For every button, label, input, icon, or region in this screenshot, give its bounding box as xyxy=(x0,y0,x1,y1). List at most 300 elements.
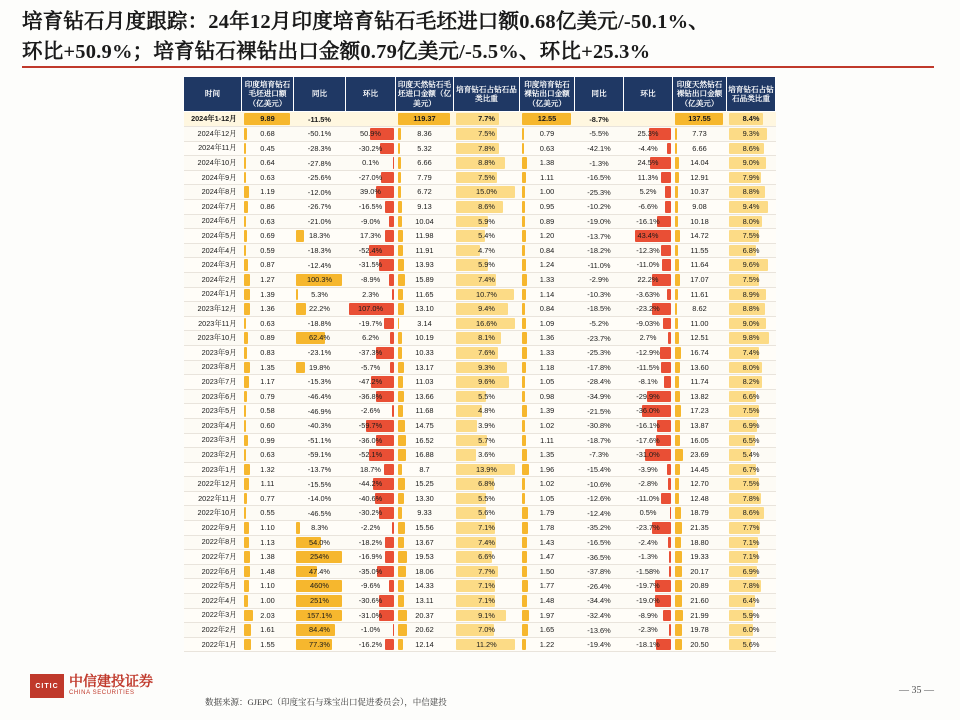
cell-value: -2.4% xyxy=(638,537,658,547)
cell-value: -16.9% xyxy=(358,552,383,562)
cell-value: 15.0% xyxy=(476,187,497,197)
cell-value: 14.72 xyxy=(690,231,709,241)
cell-export-mom xyxy=(624,272,673,287)
cell-value: 0.79 xyxy=(260,391,275,401)
cell-export-share xyxy=(727,185,776,200)
table-row xyxy=(184,272,776,287)
cell-export-lab xyxy=(520,448,575,463)
cell-import-mom xyxy=(346,302,396,317)
cell-value: 16.52 xyxy=(415,435,434,445)
cell-export-yoy: -12.6% xyxy=(575,491,624,506)
cell-value: 0.86 xyxy=(260,202,275,212)
cell-value: -59.7% xyxy=(358,420,383,430)
cell-import-share xyxy=(454,287,520,302)
cell-value: -9.6% xyxy=(360,581,381,591)
cell-value: 17.23 xyxy=(690,406,709,416)
cell-value: 18.7% xyxy=(360,464,381,474)
cell-value: 7.5% xyxy=(742,406,760,416)
cell-import-lab xyxy=(242,404,294,419)
cell-import-share xyxy=(454,141,520,156)
cell-import-natural xyxy=(396,564,454,579)
cell-import-lab xyxy=(242,331,294,346)
cell-value: 1.39 xyxy=(539,406,555,416)
cell-value: 0.89 xyxy=(260,333,275,343)
cell-export-yoy: -18.7% xyxy=(575,433,624,448)
cell-value: 13.66 xyxy=(415,391,434,401)
table-header xyxy=(184,77,776,112)
cell-value: 11.74 xyxy=(690,377,709,387)
cell-value: 1.27 xyxy=(260,274,275,284)
cell-import-share xyxy=(454,156,520,171)
cell-value: 15.56 xyxy=(415,523,434,533)
cell-export-mom xyxy=(624,316,673,331)
cell-import-natural xyxy=(396,170,454,185)
cell-import-yoy xyxy=(294,564,346,579)
cell-export-share xyxy=(727,389,776,404)
cell-value: 1.32 xyxy=(260,464,275,474)
cell-import-yoy xyxy=(294,637,346,652)
cell-value: 1.33 xyxy=(539,274,555,284)
cell-export-yoy: -30.8% xyxy=(575,418,624,433)
cell-value: 1.24 xyxy=(539,260,555,270)
cell-export-yoy: -7.3% xyxy=(575,448,624,463)
cell-value: 137.55 xyxy=(688,114,711,124)
cell-value: 2.3% xyxy=(362,289,379,299)
cell-export-lab xyxy=(520,506,575,521)
cell-import-lab xyxy=(242,594,294,609)
table-row xyxy=(184,564,776,579)
cell-value: 4.8% xyxy=(478,406,495,416)
cell-import-share xyxy=(454,550,520,565)
cell-value: 0.63 xyxy=(539,143,555,153)
cell-export-mom xyxy=(624,535,673,550)
cell-value: 251% xyxy=(310,596,329,606)
cell-value: 7.1% xyxy=(478,523,495,533)
cell-import-lab xyxy=(242,258,294,273)
cell-import-lab xyxy=(242,637,294,652)
cell-import-yoy: -51.1% xyxy=(294,433,346,448)
cell-import-yoy: -15.3% xyxy=(294,375,346,390)
cell-import-share xyxy=(454,360,520,375)
cell-value: -31.0% xyxy=(358,610,383,620)
cell-export-yoy: -8.7% xyxy=(575,112,624,127)
cell-export-yoy: -25.3% xyxy=(575,185,624,200)
cell-import-yoy xyxy=(294,623,346,638)
cell-value: 7.6% xyxy=(478,347,495,357)
cell-export-yoy: -25.3% xyxy=(575,345,624,360)
cell-value: 1.50 xyxy=(539,566,555,576)
cell-export-yoy: -28.4% xyxy=(575,375,624,390)
cell-value: 1.38 xyxy=(260,552,275,562)
cell-import-mom xyxy=(346,229,396,244)
cell-value: 0.59 xyxy=(260,245,275,255)
cell-value: 8.62 xyxy=(692,304,707,314)
cell-export-yoy: -13.7% xyxy=(575,229,624,244)
cell-value: 9.13 xyxy=(417,202,432,212)
col-export-yoy: 同比 xyxy=(575,77,624,112)
cell-value: 7.7% xyxy=(742,523,760,533)
cell-value: 18.79 xyxy=(690,508,709,518)
col-import-share: 培育钻石占钻石品类比重 xyxy=(454,77,520,112)
cell-import-share xyxy=(454,112,520,127)
cell-value: 9.08 xyxy=(692,202,707,212)
cell-export-mom xyxy=(624,375,673,390)
cell-value: 8.8% xyxy=(742,304,760,314)
cell-export-share xyxy=(727,141,776,156)
cell-export-share xyxy=(727,462,776,477)
cell-import-share xyxy=(454,258,520,273)
cell-period: 2024年9月 xyxy=(184,170,242,185)
cell-value: 19.33 xyxy=(690,552,709,562)
cell-value: 5.5% xyxy=(478,493,495,503)
cell-value: 11.98 xyxy=(415,231,434,241)
cell-import-mom xyxy=(346,623,396,638)
cell-value: 5.7% xyxy=(478,435,495,445)
cell-import-share xyxy=(454,564,520,579)
cell-value: 11.68 xyxy=(415,406,434,416)
cell-import-yoy xyxy=(294,272,346,287)
cell-export-share xyxy=(727,316,776,331)
cell-value: 5.2% xyxy=(639,187,657,197)
cell-import-natural xyxy=(396,521,454,536)
cell-value: 0.68 xyxy=(260,129,275,139)
col-import-natural: 印度天然钻石毛坯进口金额（亿美元） xyxy=(396,77,454,112)
cell-value: 1.13 xyxy=(260,537,275,547)
cell-export-natural xyxy=(673,345,727,360)
cell-export-share xyxy=(727,170,776,185)
cell-import-natural xyxy=(396,112,454,127)
cell-import-share xyxy=(454,448,520,463)
cell-value: 1.18 xyxy=(539,362,555,372)
cell-value: 13.9% xyxy=(476,464,497,474)
cell-import-mom xyxy=(346,389,396,404)
cell-export-lab xyxy=(520,521,575,536)
cell-value: 107.0% xyxy=(357,304,384,314)
cell-export-mom xyxy=(624,462,673,477)
cell-export-natural xyxy=(673,302,727,317)
table-header-row xyxy=(184,77,776,112)
cell-import-mom xyxy=(346,331,396,346)
cell-import-share xyxy=(454,214,520,229)
cell-export-share xyxy=(727,608,776,623)
cell-period: 2023年12月 xyxy=(184,302,242,317)
cell-value: 22.2% xyxy=(637,274,659,284)
cell-import-share xyxy=(454,637,520,652)
cell-import-natural xyxy=(396,302,454,317)
cell-export-natural xyxy=(673,418,727,433)
cell-value: -9.0% xyxy=(360,216,381,226)
cell-export-lab xyxy=(520,389,575,404)
cell-export-lab xyxy=(520,360,575,375)
cell-export-yoy: -36.5% xyxy=(575,550,624,565)
cell-export-share xyxy=(727,258,776,273)
cell-value: 0.95 xyxy=(539,202,555,212)
cell-value: 6.8% xyxy=(742,245,760,255)
cell-value: 14.75 xyxy=(415,420,434,430)
table-row xyxy=(184,360,776,375)
cell-period: 2022年7月 xyxy=(184,550,242,565)
cell-export-mom xyxy=(624,360,673,375)
table-row xyxy=(184,229,776,244)
cell-import-share xyxy=(454,316,520,331)
cell-import-natural xyxy=(396,550,454,565)
cell-import-mom xyxy=(346,506,396,521)
cell-export-yoy: -19.0% xyxy=(575,214,624,229)
cell-import-mom xyxy=(346,594,396,609)
cell-value: 18.80 xyxy=(690,537,709,547)
cell-value: -3.9% xyxy=(638,464,658,474)
cell-value: 1.48 xyxy=(260,566,275,576)
cell-import-mom xyxy=(346,448,396,463)
col-import-lab: 印度培育钻石毛坯进口额（亿美元） xyxy=(242,77,294,112)
cell-export-share xyxy=(727,448,776,463)
cell-value: -8.1% xyxy=(638,377,658,387)
cell-import-share xyxy=(454,229,520,244)
cell-value: 20.62 xyxy=(415,625,434,635)
cell-export-yoy: -18.2% xyxy=(575,243,624,258)
cell-value: 50.9% xyxy=(360,129,381,139)
cell-value: -36.0% xyxy=(358,435,383,445)
cell-value: 7.1% xyxy=(742,537,760,547)
cell-value: 4.7% xyxy=(478,245,495,255)
cell-export-natural xyxy=(673,550,727,565)
table-row xyxy=(184,156,776,171)
cell-import-yoy: -23.1% xyxy=(294,345,346,360)
cell-import-share xyxy=(454,185,520,200)
cell-value: -3.63% xyxy=(636,289,660,299)
cell-import-natural xyxy=(396,258,454,273)
cell-value: 9.0% xyxy=(742,318,760,328)
cell-import-natural xyxy=(396,404,454,419)
cell-value: -8.9% xyxy=(638,610,658,620)
cell-import-yoy: -40.3% xyxy=(294,418,346,433)
cell-value: 5.6% xyxy=(742,639,760,649)
cell-import-natural xyxy=(396,287,454,302)
table-row xyxy=(184,594,776,609)
cell-period: 2022年6月 xyxy=(184,564,242,579)
cell-value: 1.11 xyxy=(540,172,554,182)
cell-value: 8.9% xyxy=(742,289,760,299)
cell-import-mom xyxy=(346,243,396,258)
cell-export-share xyxy=(727,127,776,142)
cell-import-natural xyxy=(396,243,454,258)
cell-export-yoy: -34.9% xyxy=(575,389,624,404)
cell-export-lab xyxy=(520,433,575,448)
cell-import-mom xyxy=(346,200,396,215)
table-row xyxy=(184,521,776,536)
cell-value: 12.51 xyxy=(690,333,709,343)
cell-export-yoy: -16.5% xyxy=(575,535,624,550)
cell-value: 9.1% xyxy=(478,610,495,620)
cell-value: 17.07 xyxy=(690,274,709,284)
cell-export-share xyxy=(727,506,776,521)
cell-export-yoy: -13.6% xyxy=(575,623,624,638)
table-row xyxy=(184,579,776,594)
cell-export-share xyxy=(727,564,776,579)
cell-value: 7.4% xyxy=(478,537,495,547)
cell-import-natural xyxy=(396,506,454,521)
cell-value: 21.99 xyxy=(690,610,709,620)
cell-export-share xyxy=(727,200,776,215)
cell-value: 6.0% xyxy=(742,625,760,635)
cell-export-share xyxy=(727,243,776,258)
cell-period: 2023年5月 xyxy=(184,404,242,419)
cell-export-yoy: -17.8% xyxy=(575,360,624,375)
cell-value: 6.8% xyxy=(478,479,495,489)
cell-import-share xyxy=(454,272,520,287)
cell-export-share xyxy=(727,594,776,609)
cell-period: 2023年9月 xyxy=(184,345,242,360)
cell-import-mom xyxy=(346,477,396,492)
cell-import-lab xyxy=(242,535,294,550)
cell-import-yoy: -13.7% xyxy=(294,462,346,477)
cell-import-natural xyxy=(396,462,454,477)
cell-import-yoy xyxy=(294,229,346,244)
cell-value: -1.58% xyxy=(636,566,660,576)
cell-export-lab xyxy=(520,316,575,331)
cell-value: -11.0% xyxy=(636,260,660,270)
cell-value: 16.74 xyxy=(690,347,709,357)
cell-import-yoy xyxy=(294,521,346,536)
cell-value: 9.3% xyxy=(742,129,760,139)
cell-import-yoy: -46.9% xyxy=(294,404,346,419)
cell-value: -40.6% xyxy=(358,493,383,503)
cell-value: 77.3% xyxy=(309,639,330,649)
cell-export-lab xyxy=(520,535,575,550)
cell-export-mom xyxy=(624,404,673,419)
cell-period: 2023年7月 xyxy=(184,375,242,390)
cell-import-lab xyxy=(242,302,294,317)
cell-value: 6.66 xyxy=(692,143,707,153)
cell-import-mom xyxy=(346,185,396,200)
cell-value: 7.7% xyxy=(478,114,495,124)
cell-export-natural xyxy=(673,608,727,623)
cell-import-natural xyxy=(396,448,454,463)
cell-import-natural xyxy=(396,200,454,215)
cell-export-share xyxy=(727,345,776,360)
cell-export-share xyxy=(727,375,776,390)
cell-value: 10.18 xyxy=(690,216,709,226)
cell-export-share xyxy=(727,491,776,506)
cell-import-natural xyxy=(396,316,454,331)
page-title-line1: 培育钻石月度跟踪：24年12月印度培育钻石毛坯进口额0.68亿美元/-50.1%、 xyxy=(22,11,709,33)
cell-value: 8.6% xyxy=(478,202,495,212)
cell-value: -29.9% xyxy=(636,391,660,401)
cell-export-share xyxy=(727,287,776,302)
table-row xyxy=(184,433,776,448)
cell-value: -12.3% xyxy=(636,245,660,255)
cell-export-yoy: -10.3% xyxy=(575,287,624,302)
cell-value: 9.3% xyxy=(478,362,495,372)
table-row xyxy=(184,550,776,565)
cell-export-share xyxy=(727,433,776,448)
cell-export-lab xyxy=(520,141,575,156)
cell-value: 13.93 xyxy=(415,260,434,270)
cell-import-lab xyxy=(242,112,294,127)
cell-export-lab xyxy=(520,127,575,142)
cell-export-lab xyxy=(520,200,575,215)
cell-value: 9.8% xyxy=(742,333,760,343)
cell-value: 0.87 xyxy=(260,260,275,270)
cell-import-mom xyxy=(346,579,396,594)
cell-import-share xyxy=(454,623,520,638)
cell-import-lab xyxy=(242,579,294,594)
cell-value: 9.4% xyxy=(742,202,760,212)
cell-period: 2024年8月 xyxy=(184,185,242,200)
cell-import-natural xyxy=(396,360,454,375)
cell-value: 0.84 xyxy=(539,304,555,314)
cell-import-mom xyxy=(346,375,396,390)
cell-value: 43.4% xyxy=(637,231,659,241)
cell-value: 0.98 xyxy=(539,391,555,401)
cell-value: 15.25 xyxy=(415,479,434,489)
cell-value: 1.36 xyxy=(260,304,275,314)
cell-export-lab xyxy=(520,345,575,360)
cell-import-lab xyxy=(242,200,294,215)
cell-value: 11.64 xyxy=(690,260,709,270)
cell-export-share xyxy=(727,637,776,652)
cell-import-lab xyxy=(242,550,294,565)
cell-period: 2024年11月 xyxy=(184,141,242,156)
cell-export-share xyxy=(727,550,776,565)
cell-import-mom xyxy=(346,535,396,550)
cell-value: 0.55 xyxy=(260,508,275,518)
cell-value: -30.2% xyxy=(358,143,383,153)
cell-value: 9.6% xyxy=(478,377,495,387)
cell-value: -30.2% xyxy=(358,508,383,518)
cell-value: -19.7% xyxy=(636,581,660,591)
cell-value: -16.1% xyxy=(636,216,660,226)
cell-import-yoy xyxy=(294,608,346,623)
cell-value: 8.6% xyxy=(742,508,760,518)
cell-import-natural xyxy=(396,637,454,652)
cell-period: 2024年2月 xyxy=(184,272,242,287)
cell-export-yoy: -5.5% xyxy=(575,127,624,142)
cell-value: 19.78 xyxy=(690,625,709,635)
cell-export-mom xyxy=(624,127,673,142)
cell-value: -16.2% xyxy=(358,639,383,649)
cell-import-yoy: -18.3% xyxy=(294,243,346,258)
cell-export-mom xyxy=(624,345,673,360)
cell-import-mom xyxy=(346,564,396,579)
cell-import-mom xyxy=(346,550,396,565)
table-row xyxy=(184,185,776,200)
cell-value: 7.8% xyxy=(478,143,495,153)
cell-import-lab xyxy=(242,448,294,463)
cell-export-mom xyxy=(624,637,673,652)
cell-value: 39.0% xyxy=(360,187,381,197)
cell-import-yoy: -15.5% xyxy=(294,477,346,492)
cell-import-mom xyxy=(346,404,396,419)
cell-value: 1.02 xyxy=(539,479,555,489)
cell-value: 2.7% xyxy=(639,333,657,343)
table-row xyxy=(184,331,776,346)
table-row xyxy=(184,127,776,142)
cell-export-mom xyxy=(624,550,673,565)
col-period: 时间 xyxy=(184,77,242,112)
cell-value: 5.4% xyxy=(478,231,495,241)
cell-period: 2022年12月 xyxy=(184,477,242,492)
cell-value: 1.35 xyxy=(260,362,275,372)
cell-import-share xyxy=(454,200,520,215)
cell-export-yoy: -26.4% xyxy=(575,579,624,594)
cell-value: -1.0% xyxy=(360,625,381,635)
cell-import-lab xyxy=(242,506,294,521)
cell-import-natural xyxy=(396,491,454,506)
cell-import-share xyxy=(454,594,520,609)
cell-period: 2024年4月 xyxy=(184,243,242,258)
cell-value: 119.37 xyxy=(413,114,436,124)
